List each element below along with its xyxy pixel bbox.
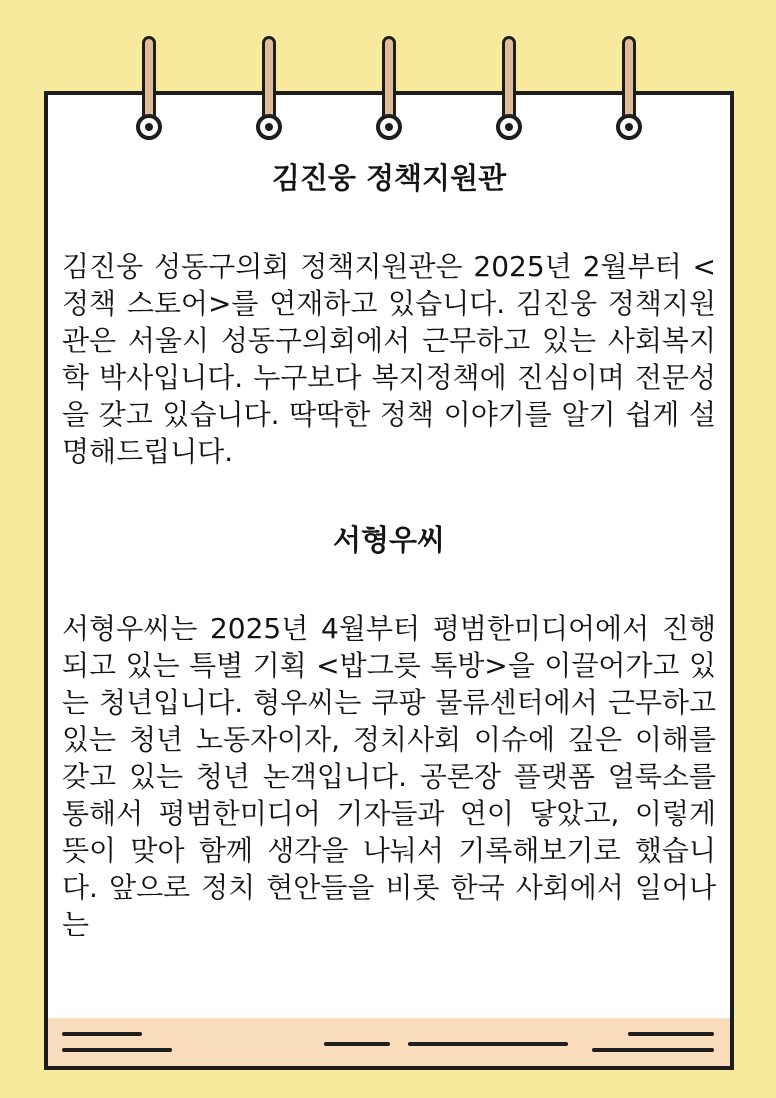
binder-ring-icon bbox=[382, 36, 396, 138]
binder-ring-icon bbox=[622, 36, 636, 138]
notepad-content bbox=[62, 152, 716, 943]
notepad-footer bbox=[44, 1018, 734, 1070]
section-title: 서형우씨 bbox=[332, 523, 446, 557]
footer-rule bbox=[628, 1032, 714, 1036]
binder-ring-icon bbox=[142, 36, 156, 138]
binder-ring-icon bbox=[502, 36, 516, 138]
footer-rule bbox=[62, 1048, 172, 1052]
footer-rule bbox=[62, 1032, 142, 1036]
footer-rule bbox=[592, 1048, 714, 1052]
footer-rule bbox=[324, 1042, 390, 1046]
footer-rule bbox=[408, 1042, 568, 1046]
section-body: 김진웅 성동구의회 정책지원관은 2025년 2월부터 <정책 스토어>를 연재하고 있습니다. 김진웅 정책지원관은 서울시 성동구의회에서 근무하고 있는 사회복지학 박사입니다. 누구보다 복지정책에 진심이며 전문성을 갖고 있습니다. 딱딱한 정책 이야기를 알기 쉽게 설명해드립니다. bbox=[62, 250, 716, 468]
binder-ring-icon bbox=[262, 36, 276, 138]
section-title: 김진웅 정책지원관 bbox=[271, 161, 507, 195]
section-body: 서형우씨는 2025년 4월부터 평범한미디어에서 진행되고 있는 특별 기획 <밥그릇 톡방>을 이끌어가고 있는 청년입니다. 형우씨는 쿠팡 물류센터에서 근무하고 있는 청년 노동자이자, 정치사회 이슈에 깊은 이해를 갖고 있는 청년 논객입니다. 공론장 플랫폼 얼룩소를 통해서 평범한미디어 기자들과 연이 닿았고, 이렇게 뜻이 맞아 함께 생각을 나눠서 기록해보기로 했습니다. 앞으로 정치 현안들을 비롯 한국 사회에서 일어나는 bbox=[62, 612, 716, 941]
